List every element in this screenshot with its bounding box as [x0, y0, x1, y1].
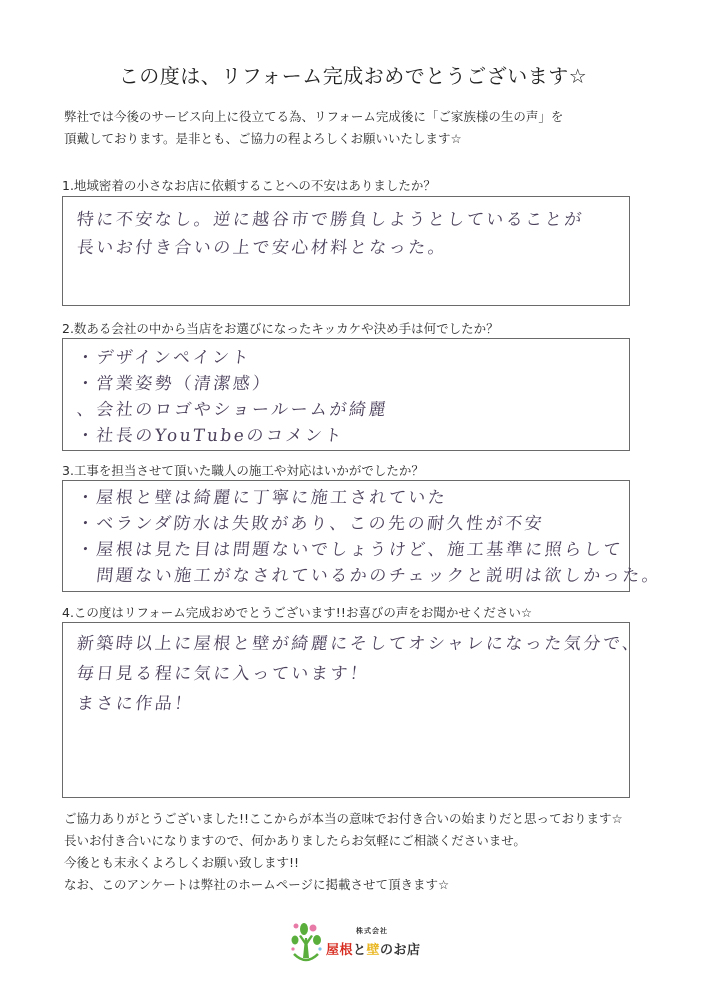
- question-3-label: 3.工事を担当させて頂いた職人の施工や対応はいかがでしたか？: [62, 463, 424, 478]
- company-logo: [290, 920, 430, 968]
- handwritten-line: まさに作品！: [75, 694, 195, 714]
- intro-text: [64, 106, 563, 150]
- handwritten-line: ・営業姿勢（清潔感）: [75, 374, 273, 394]
- logo-company-type: 株式会社: [356, 927, 388, 935]
- logo-name-part: と: [353, 943, 367, 958]
- logo-name-part: 屋根: [326, 943, 354, 958]
- question-2-label: 2.数ある会社の中から当店をお選びになったキッカケや決め手は何でしたか？: [62, 321, 499, 336]
- logo-company-name: [326, 939, 421, 958]
- handwritten-line: ・社長のYouTubeのコメント: [75, 426, 345, 446]
- closing-line: 長いお付き合いになりますので、何かありましたらお気軽にご相談くださいませ。: [64, 833, 526, 848]
- intro-line: 弊社では今後のサービス向上に役立てる為、リフォーム完成後に「ご家族様の生の声」を: [64, 109, 564, 124]
- logo-name-part: 壁: [366, 943, 381, 958]
- handwritten-line: 問題ない施工がなされているかのチェックと説明は欲しかった。: [75, 566, 663, 586]
- handwritten-line: ・デザインペイント: [75, 348, 253, 368]
- handwritten-line: 特に不安なし。逆に越谷市で勝負しようとしていることが: [75, 210, 585, 230]
- closing-line: ご協力ありがとうございました!!ここからが本当の意味でお付き合いの始まりだと思っております☆: [64, 811, 623, 826]
- handwritten-line: ・屋根と壁は綺麗に丁寧に施工されていた: [75, 488, 449, 508]
- handwritten-line: ・ベランダ防水は失敗があり、この先の耐久性が不安: [75, 514, 546, 534]
- handwritten-line: 毎日見る程に気に入っています！: [75, 664, 371, 684]
- logo-name-part: のお店: [380, 943, 421, 958]
- question-1-label: 1.地域密着の小さなお店に依頼することへの不安はありましたか？: [62, 178, 436, 193]
- handwritten-line: 長いお付き合いの上で安心材料となった。: [75, 238, 449, 258]
- page-title: この度は、リフォーム完成おめでとうございます☆: [118, 64, 588, 88]
- handwritten-line: ・屋根は見た目は問題ないでしょうけど、施工基準に照らして: [75, 540, 624, 560]
- closing-text: [64, 808, 623, 896]
- question-4-answer-box: [62, 622, 643, 798]
- intro-line: 頂戴しております。是非とも、ご協力の程よろしくお願いいたします☆: [64, 131, 462, 146]
- question-4-label: 4.この度はリフォーム完成おめでとうございます!!お喜びの声をお聞かせください☆: [62, 605, 533, 620]
- tree-logo-icon: [290, 920, 324, 968]
- handwritten-line: 、会社のロゴやショールームが綺麗: [75, 400, 390, 420]
- question-2-answer-box: [62, 338, 630, 451]
- question-1-answer-box: [62, 196, 630, 306]
- closing-line: なお、このアンケートは弊社のホームページに掲載させて頂きます☆: [64, 877, 450, 892]
- question-3-answer-box: [62, 480, 663, 592]
- handwritten-line: 新築時以上に屋根と壁が綺麗にそしてオシャレになった気分で、: [75, 634, 643, 654]
- closing-line: 今後とも末永くよろしくお願い致します!!: [64, 855, 300, 870]
